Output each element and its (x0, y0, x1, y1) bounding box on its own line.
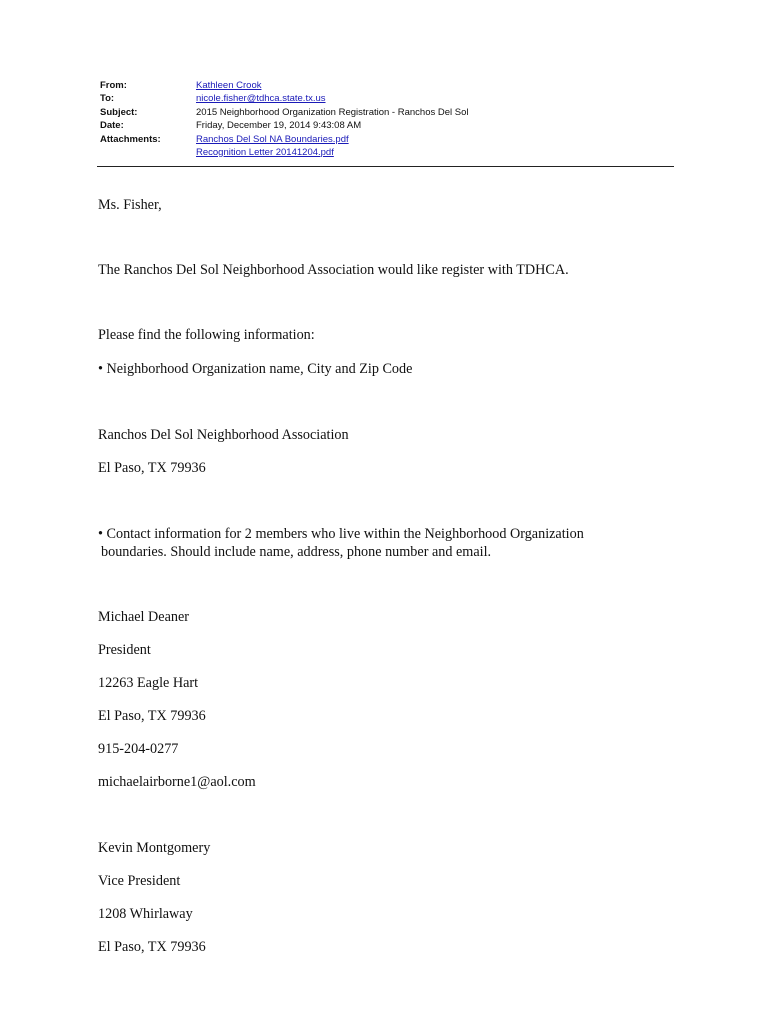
date-label: Date: (100, 120, 124, 132)
member2-address: 1208 Whirlaway (98, 906, 193, 922)
please-find-line: Please find the following information: (98, 327, 315, 343)
subject-row (100, 106, 674, 119)
subject-label: Subject: (100, 106, 138, 118)
bullet-org-info: • Neighborhood Organization name, City and Zip Code (98, 361, 413, 377)
member1-phone: 915-204-0277 (98, 741, 179, 757)
attachments-list (196, 133, 674, 160)
attachments-label: Attachments: (100, 133, 161, 145)
from-label: From: (100, 80, 127, 91)
greeting: Ms. Fisher, (98, 197, 162, 213)
from-value (196, 79, 674, 92)
attachments-row (100, 133, 674, 160)
bullet-contact-info: • Contact information for 2 members who live within the Neighborhood Organization (98, 526, 584, 542)
to-row (100, 92, 674, 105)
member1-city: El Paso, TX 79936 (98, 708, 206, 724)
member2-city: El Paso, TX 79936 (98, 939, 206, 955)
bullet-contact-info-cont: boundaries. Should include name, address, phone number and email. (101, 544, 492, 560)
from-link[interactable]: Kathleen Crook (196, 80, 262, 91)
to-link[interactable]: nicole.fisher@tdhca.state.tx.us (196, 93, 326, 105)
org-name: Ranchos Del Sol Neighborhood Association (98, 427, 349, 443)
to-label: To: (100, 93, 115, 105)
header-divider (97, 166, 674, 167)
subject-value: 2015 Neighborhood Organization Registration - Ranchos Del Sol (196, 106, 469, 118)
to-value (196, 92, 674, 105)
member2-name: Kevin Montgomery (98, 840, 211, 856)
member1-name: Michael Deaner (98, 609, 189, 625)
intro-paragraph: The Ranchos Del Sol Neighborhood Association would like register with TDHCA. (98, 262, 569, 278)
attachment-link[interactable]: Recognition Letter 20141204.pdf (196, 146, 334, 158)
org-city: El Paso, TX 79936 (98, 460, 206, 476)
member2-title: Vice President (98, 873, 181, 889)
member1-email: michaelairborne1@aol.com (98, 774, 256, 790)
member1-address: 12263 Eagle Hart (98, 675, 199, 691)
date-row (100, 119, 674, 132)
attachment-link[interactable]: Ranchos Del Sol NA Boundaries.pdf (196, 133, 349, 145)
date-value: Friday, December 19, 2014 9:43:08 AM (196, 120, 362, 132)
email-header (100, 79, 674, 159)
from-row (100, 79, 674, 92)
member1-title: President (98, 642, 151, 658)
